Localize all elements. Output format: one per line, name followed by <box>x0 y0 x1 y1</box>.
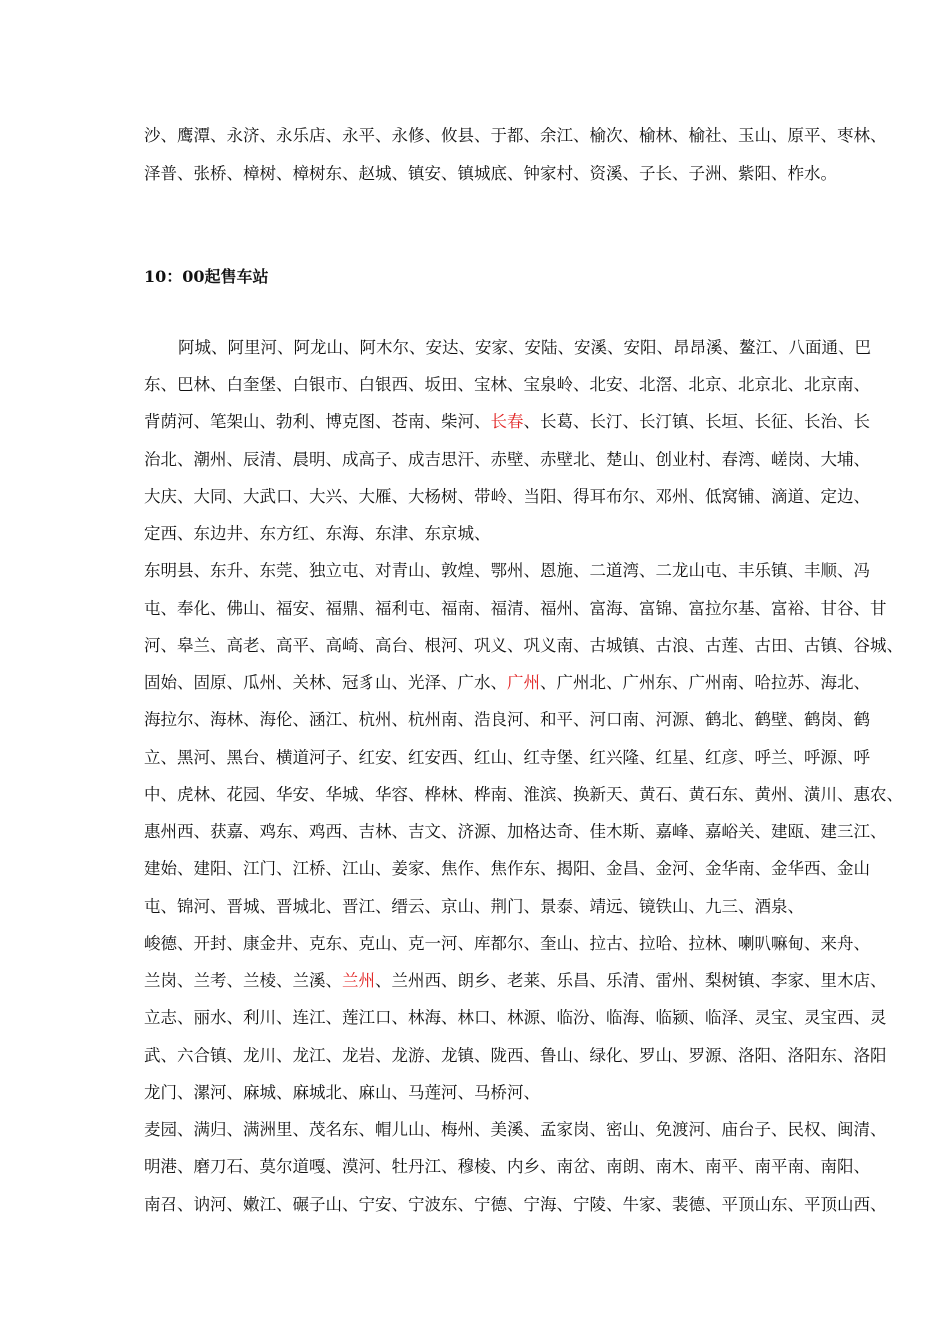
text-line: 泽普、张桥、樟树、樟树东、赵城、镇安、镇城底、钟家村、资溪、子长、子洲、紫阳、柞水。 <box>144 164 837 183</box>
text-line: 定西、东边井、东方红、东海、东津、东京城、 <box>144 524 491 543</box>
text-line: 龙门、漯河、麻城、麻城北、麻山、马莲河、马桥河、 <box>144 1083 540 1102</box>
text-line: 惠州西、获嘉、鸡东、鸡西、吉林、吉文、济源、加格达奇、佳木斯、嘉峰、嘉峪关、建瓯、建三江、 <box>144 822 887 841</box>
text-line: 明港、磨刀石、莫尔道嘎、漠河、牡丹江、穆棱、内乡、南岔、南朗、南木、南平、南平南、南阳、 <box>144 1157 870 1176</box>
highlighted-station: 广州 <box>507 673 540 692</box>
text-line <box>144 410 870 434</box>
station-text: 兰岗、兰考、兰棱、兰溪、 <box>144 971 342 990</box>
text-line: 建始、建阳、江门、江桥、江山、姜家、焦作、焦作东、揭阳、金昌、金河、金华南、金华西、金山 <box>144 859 870 878</box>
text-line: 东明县、东升、东莞、独立屯、对青山、敦煌、鄂州、恩施、二道湾、二龙山屯、丰乐镇、丰顺、冯 <box>144 561 870 580</box>
text-line <box>144 671 870 695</box>
text-line: 阿城、阿里河、阿龙山、阿木尔、安达、安家、安陆、安溪、安阳、昂昂溪、鳌江、八面通、巴 <box>178 338 871 357</box>
station-text: 、广州北、广州东、广州南、哈拉苏、海北、 <box>540 673 870 692</box>
text-line: 立志、丽水、利川、连江、莲江口、林海、林口、林源、临汾、临海、临颍、临泽、灵宝、灵宝西、灵 <box>144 1008 887 1027</box>
text-line: 麦园、满归、满洲里、茂名东、帽儿山、梅州、美溪、孟家岗、密山、免渡河、庙台子、民权、闽清、 <box>144 1120 887 1139</box>
highlighted-station: 长春 <box>490 412 524 431</box>
text-line: 武、六合镇、龙川、龙江、龙岩、龙游、龙镇、陇西、鲁山、绿化、罗山、罗源、洛阳、洛阳东、洛阳 <box>144 1046 887 1065</box>
text-line: 南召、讷河、嫩江、碾子山、宁安、宁波东、宁德、宁海、宁陵、牛家、裴德、平顶山东、平顶山西、 <box>144 1195 887 1214</box>
text-line: 海拉尔、海林、海伦、涵江、杭州、杭州南、浩良河、和平、河口南、河源、鹤北、鹤壁、鹤岗、鹤 <box>144 710 870 729</box>
highlighted-station: 兰州 <box>342 971 375 990</box>
station-text: 背荫河、笔架山、勃利、博克图、苍南、柴河、 <box>144 412 491 431</box>
text-line: 治北、潮州、辰清、晨明、成高子、成吉思汗、赤壁、赤壁北、楚山、创业村、春湾、嵯岗、大埔、 <box>144 450 870 469</box>
text-line: 立、黑河、黑台、横道河子、红安、红安西、红山、红寺堡、红兴隆、红星、红彦、呼兰、呼源、呼 <box>144 748 870 767</box>
text-line: 大庆、大同、大武口、大兴、大雁、大杨树、带岭、当阳、得耳布尔、邓州、低窝铺、滴道、定边、 <box>144 487 870 506</box>
text-line: 屯、奉化、佛山、福安、福鼎、福利屯、福南、福清、福州、富海、富锦、富拉尔基、富裕、甘谷、甘 <box>144 599 887 618</box>
text-line: 东、巴林、白奎堡、白银市、白银西、坂田、宝林、宝泉岭、北安、北滘、北京、北京北、北京南、 <box>144 375 870 394</box>
section-heading: 10：00起售车站 <box>144 267 269 286</box>
station-text: 、兰州西、朗乡、老莱、乐昌、乐清、雷州、梨树镇、李家、里木店、 <box>375 971 887 990</box>
text-line: 沙、鹰潭、永济、永乐店、永平、永修、攸县、于都、余江、榆次、榆林、榆社、玉山、原平、枣林、 <box>144 126 887 145</box>
station-text: 、长葛、长汀、长汀镇、长垣、长征、长治、长 <box>523 412 870 431</box>
text-line: 河、皋兰、高老、高平、高崎、高台、根河、巩义、巩义南、古城镇、古浪、古莲、古田、古镇、谷城、 <box>144 636 903 655</box>
station-text: 固始、固原、瓜州、关林、冠豸山、光泽、广水、 <box>144 673 507 692</box>
text-line <box>144 969 887 993</box>
text-line: 屯、锦河、晋城、晋城北、晋江、缙云、京山、荆门、景泰、靖远、镜铁山、九三、酒泉、 <box>144 897 804 916</box>
text-line: 峻德、开封、康金井、克东、克山、克一河、库都尔、奎山、拉古、拉哈、拉林、喇叭嘛甸、来舟、 <box>144 934 870 953</box>
text-line: 中、虎林、花园、华安、华城、华容、桦林、桦南、淮滨、换新天、黄石、黄石东、黄州、潢川、惠农、 <box>144 785 903 804</box>
